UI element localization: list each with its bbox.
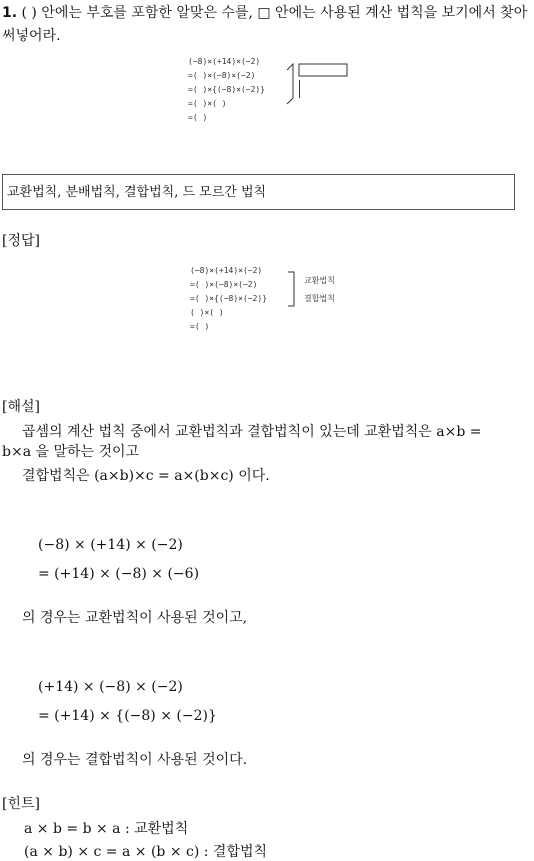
bracket-blanks-diagram [285, 58, 355, 108]
answer-heading: [정답] [2, 233, 40, 249]
question-text [2, 2, 530, 48]
hint-line: a × b = b × a : 교환법칙 [24, 821, 189, 837]
answer-blank-box [299, 80, 300, 98]
answer-bracket [286, 270, 300, 310]
figure-line: (−8)×(+14)×(−2) [188, 57, 261, 66]
question-figure [188, 55, 265, 125]
hint-heading: [힌트] [2, 796, 40, 812]
explanation-para1: 곱셈의 계산 법칙 중에서 교환법칙과 결합법칙이 있는데 교환법칙은 a×b = [22, 424, 482, 440]
explanation-note: 의 경우는 교환법칙이 사용된 것이고, [22, 610, 248, 626]
question-number: 1. [2, 5, 18, 21]
figure-line: (−8)×(+14)×(−2) [190, 266, 263, 275]
explanation-note: 의 경우는 결합법칙이 사용된 것이다. [22, 752, 248, 768]
answer-figure [190, 264, 267, 334]
explanation-para2: 결합법칙은 (a×b)×c = a×(b×c) 이다. [22, 468, 270, 484]
figure-line: =( ) [188, 113, 208, 122]
figure-line: =( )×(−8)×(−2) [188, 71, 256, 80]
answer-label: 교환법칙 [304, 276, 335, 285]
figure-line: =( )×(−8)×(−2) [190, 280, 258, 289]
figure-line: =( )×{(−8)×(−2)} [190, 294, 268, 303]
figure-line: =( )×{(−8)×(−2)} [188, 85, 266, 94]
hint-line: (a × b) × c = a × (b × c) : 결합법칙 [24, 844, 268, 860]
answer-blank-box [299, 64, 347, 76]
answer-label: 결합법칙 [304, 294, 335, 303]
figure-line: ( )×( ) [190, 308, 224, 317]
explanation-heading: [해설] [2, 399, 40, 415]
question-body: ( ) 안에는 부호를 포함한 알맞은 수를, □ 안에는 사용된 계산 법칙을 보기에서 찾아 써넣어라. [2, 5, 528, 44]
equation-line: (+14) × (−8) × (−2) [38, 679, 183, 695]
equation-line: = (+14) × (−8) × (−6) [38, 566, 200, 582]
explanation-para1-cont: b×a 을 말하는 것이고 [2, 444, 140, 460]
figure-line: =( )×( ) [188, 99, 227, 108]
equation-line: (−8) × (+14) × (−2) [38, 537, 183, 553]
choices-box: 교환법칙, 분배법칙, 결합법칙, 드 모르간 법칙 [2, 174, 515, 210]
answer-labels [304, 272, 335, 308]
figure-line: =( ) [190, 322, 210, 331]
equation-line: = (+14) × {(−8) × (−2)} [38, 708, 217, 724]
